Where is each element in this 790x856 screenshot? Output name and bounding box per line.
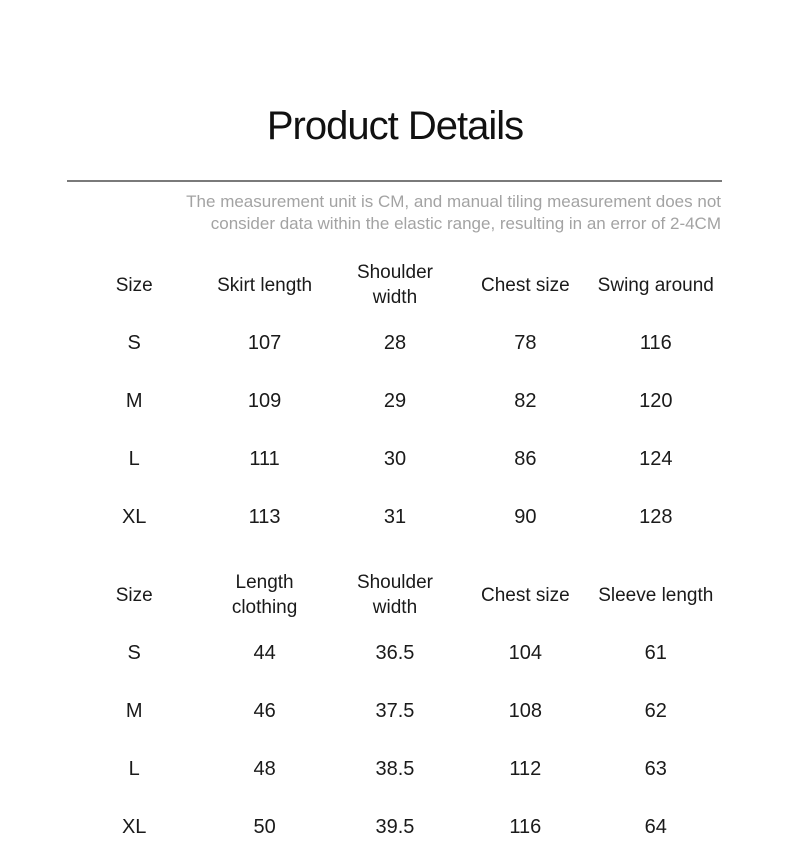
table-row [69, 740, 721, 798]
table-cell: 90 [514, 505, 537, 528]
table-cell: 116 [509, 815, 542, 838]
table-row [69, 372, 721, 430]
table-cell: 63 [644, 757, 667, 780]
table-cell: 50 [253, 815, 276, 838]
table-cell: L [128, 447, 140, 470]
table-cell: 82 [514, 389, 537, 412]
table-cell: 30 [383, 447, 407, 470]
table-cell: 86 [514, 447, 537, 470]
table-row [69, 314, 721, 372]
table-row [69, 488, 721, 546]
table-cell: M [125, 389, 143, 412]
table-cell: 124 [639, 447, 673, 470]
table-cell: 29 [383, 389, 407, 412]
table-cell: XL [121, 505, 147, 528]
header-cell [330, 256, 460, 314]
table-cell: 113 [248, 505, 281, 528]
table-cell: XL [121, 815, 147, 838]
table-cell: 36.5 [375, 641, 415, 664]
header-cell: Swing around [597, 274, 714, 296]
table-cell: 31 [383, 505, 407, 528]
table-cell: 107 [247, 331, 282, 354]
table-cell: M [125, 699, 143, 722]
table-cell: 128 [639, 505, 673, 528]
table-cell: 46 [253, 699, 276, 722]
table-cell: 37.5 [375, 699, 415, 722]
header-cell: Chest size [481, 274, 570, 296]
header-cell [330, 566, 460, 624]
table-row [69, 624, 721, 682]
header-cell: Skirt length [217, 274, 313, 296]
table-cell: 61 [644, 641, 667, 664]
table-cell: S [127, 331, 141, 354]
table-cell: 64 [644, 815, 667, 838]
title-divider [67, 180, 722, 182]
table-header-row [69, 566, 721, 624]
table-cell: 39.5 [375, 815, 415, 838]
header-label: Shoulder width [356, 572, 433, 618]
size-chart-top [69, 566, 721, 856]
table-cell: 120 [639, 389, 673, 412]
header-cell: Size [115, 584, 153, 606]
header-label: Length clothing [231, 572, 298, 618]
table-header-row [69, 256, 721, 314]
table-cell: 62 [644, 699, 667, 722]
size-chart-skirt [69, 256, 721, 546]
header-cell: Size [115, 274, 153, 296]
table-cell: 108 [508, 699, 543, 722]
table-cell: 78 [514, 331, 537, 354]
table-cell: 44 [253, 641, 276, 664]
table-cell: 104 [508, 641, 543, 664]
table-cell: 48 [253, 757, 276, 780]
table-cell: 112 [509, 757, 542, 780]
measurement-note: The measurement unit is CM, and manual tiling measurement does not consider data within the elastic range, resulting in an error of 2-4CM [186, 192, 721, 233]
table-cell: 116 [639, 331, 672, 354]
header-cell [199, 566, 329, 624]
table-cell: 38.5 [375, 757, 415, 780]
header-cell: Chest size [481, 584, 570, 606]
table-cell: 28 [383, 331, 407, 354]
table-cell: 111 [249, 447, 280, 470]
table-cell: S [127, 641, 141, 664]
table-row [69, 682, 721, 740]
table-cell: 109 [247, 389, 282, 412]
table-row [69, 798, 721, 856]
page-title: Product Details [266, 104, 524, 148]
header-label: Shoulder width [356, 262, 433, 308]
table-cell: L [128, 757, 140, 780]
header-cell: Sleeve length [598, 584, 714, 606]
table-row [69, 430, 721, 488]
